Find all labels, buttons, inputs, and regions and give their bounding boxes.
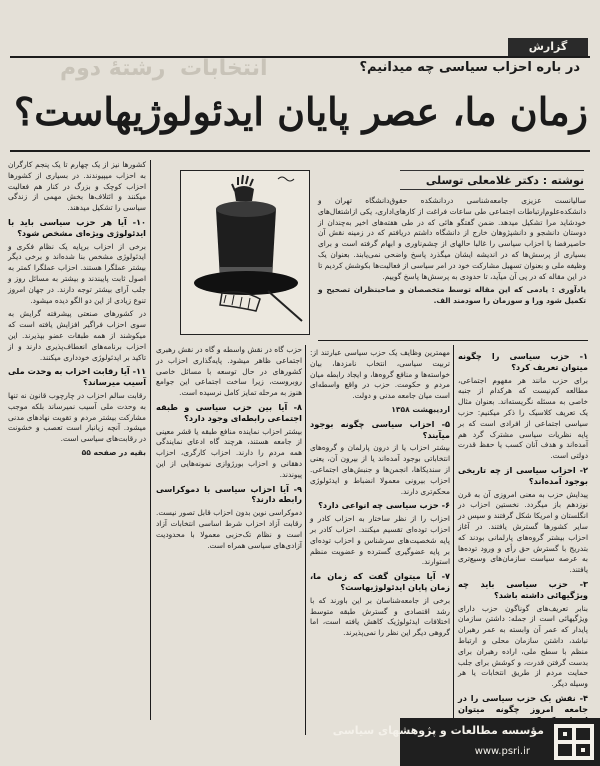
paragraph: برخی از احزاب برپایه یک نظام فکری و ایدئولوژی مشخص بنا شده‌اند و برخی دیگر بیشتر عملگرا هستند. احزاب عملگرا کمتر به اصول ثابت پایبندند و بیشتر به مسائل روز و جلب آرای بیشتر توجه دارند. در جهان امروز تنوع زیادی از این دو الگو دیده میشود. (8, 241, 146, 305)
section-badge: گزارش (508, 38, 588, 56)
subheading-6: ۶- حزب سیاسی چه انواعی دارد؟ (318, 500, 450, 511)
column-mid-right (310, 348, 450, 728)
cartoon-illustration (180, 170, 310, 335)
subheading-9: ۹- آیا احزاب سیاسی با دموکراسی رابطه دارند؟ (156, 483, 302, 505)
subheading-8: ۸- آیا بین حزب سیاسی و طبقه اجتماعی رابطه‌ای وجود دارد؟ (156, 401, 302, 423)
subheading-5: ۵- احزاب سیاسی چگونه بوجود میآیند؟ (310, 418, 450, 440)
ghost-text-1: انتخابات (180, 56, 268, 81)
column-left (8, 160, 146, 760)
intro-note: یادآوری : یادمی که این مقاله توسط متخصصان و صاحبنظران تصحیح و تکمیل شود ورا و سوزمان را سودمند الف. (318, 285, 586, 306)
intro-text: سالیانست عزیزی جامعه‌شناسی دردانشکده حقوق‌دانشگاه تهران و دانشکده‌علوم‌ارتباطات اجتماعی طی ساعات فراغت از کارهای‌اداری، یکی ازاشتغال‌های خودشاید مرا تشکیل میدهد. ضمن گفتگو هائی که در طی هفته‌های اخیر به‌چندان از دوستان دانشجو و دانشپژوهان خارج از دانشگاه داشتم دریافتم که در زمینه نقش آن حاصیرفضا یا احزاب سیاسی را غالبا حالهای از چشم‌ناوری و ابهام گرفته است و برای بسیاری از پرسش‌ها که در اندیشه ایشان میگذرد پاسخ واضحی نمی‌یابند. بعنوان یک وظیفه ملی و بعنوان تسهیل مشارکت خود در امر سیاسی از فعالیت‌ها بکوشش کردیم تا در این مقاله که در پی آن میآید، تا حدودی به پرسش‌ها پاسخ گوییم. (318, 196, 586, 281)
headline: زمان ما، عصر پایان ایدئولوژیهاست؟ (14, 89, 588, 134)
paragraph: حزب گاه در نقش واسطه و گاه در نقش رهبری اجتماعی ظاهر میشود. پایه‌گذاری احزاب در کشورهای در حال توسعه با مسائل خاصی روبروست، زیرا ساخت اجتماعی این جوامع هنوز به مرحله تمایز کامل نرسیده است. (156, 345, 302, 398)
column-right (458, 348, 588, 718)
intro-bottom-rule (318, 340, 588, 341)
top-hat-drawing (182, 171, 309, 333)
institute-name: مؤسسه مطالعات و پژوهشهای سیاسی (332, 724, 544, 737)
subheading-1: ۱- حزب سیاسی را چگونه میتوان تعریف کرد؟ (458, 351, 588, 372)
subheading-7: ۷- آیا میتوان گفت که زمان ما، زمان پایان ایدئولوژیهاست؟ (310, 571, 450, 592)
paragraph: در کشورهای صنعتی پیشرفته گرایش به سوی احزاب فراگیر افزایش یافته است که میکوشند از همه طبقات عضو بپذیرند. این احزاب برنامه‌های انعطاف‌پذیری دارند و از تاکید بر ایدئولوژی خودداری میکنند. (8, 309, 146, 362)
column-mid-left (156, 345, 302, 730)
right-column-rule (453, 345, 454, 735)
institute-footer (332, 718, 600, 766)
subheading-10: ۱۰- آیا هر حزب سیاسی باید با ایدئولوژی ویژه‌ای مشخص شود؟ (8, 216, 146, 238)
byline: نوشته : دکتر غلامعلی توسلی (400, 170, 584, 190)
institute-url: www.psri.ir (474, 746, 530, 757)
paragraph: بیشتر احزاب یا از درون پارلمان و گروه‌های انتخاباتی بوجود آمده‌اند یا از بیرون آن، یعنی از سندیکاها، انجمن‌ها و جنبش‌های اجتماعی. احزاب بیرونی معمولا انضباط و ایدئولوژی محکم‌تری دارند. (310, 443, 450, 496)
paragraph: احزاب را از نظر ساختار به احزاب کادر و احزاب توده‌ای تقسیم میکنند. احزاب کادر بر پایه شخصیت‌های سرشناس و احزاب توده‌ای بر پایه عضوگیری گسترده و عضویت منظم استوارند. (310, 514, 450, 567)
paragraph: بیشتر احزاب نماینده منافع طبقه یا قشر معینی از جامعه هستند، هرچند گاه ادعای نمایندگی همه مردم را دارند. احزاب کارگری، احزاب دهقانی و احزاب بورژوازی نمونه‌هایی از این پیوندند. (156, 426, 302, 479)
paragraph: کشورها نیز از یک چهارم تا یک پنجم کارگران به احزاب میپیوندند. در بسیاری از کشورها احزاب کوچک و بزرگ در کنار هم فعالیت میکنند و ائتلاف‌ها بخش مهمی از زندگی سیاسی را تشکیل میدهند. (8, 160, 146, 213)
paragraph: رقابت سالم احزاب در چارچوب قانون نه تنها به وحدت ملی آسیب نمیرساند بلکه موجب مشارکت بیشتر مردم و تقویت نهادهای مدنی میشود. آنچه زیانبار است تعصب و خشونت در رقابت‌های سیاسی است. (8, 390, 146, 444)
paragraph: مهمترین وظایف یک حزب سیاسی عبارتند از: تربیت سیاسی، انتخاب نامزدها، بیان خواسته‌ها و منافع گروه‌ها، و ایجاد رابطه میان مردم و حکومت. حزب در واقع واسطه‌ای است میان جامعه مدنی و دولت. (310, 348, 450, 401)
intro-block (318, 196, 586, 336)
paragraph: دموکراسی نوین بدون احزاب قابل تصور نیست. رقابت آزاد احزاب شرط اساسی انتخابات آزاد است و نظام تک‌حزبی معمولا با محدودیت آزادی‌های سیاسی همراه است. (156, 508, 302, 550)
paragraph: برخی از جامعه‌شناسان بر این باورند که با رشد اقتصادی و گسترش طبقه متوسط اختلافات ایدئولوژیک کاهش یافته است، اما گروهی دیگر این نظر را نمی‌پذیرند. (310, 595, 450, 638)
paragraph: پیدایش حزب به معنی امروزی آن به قرن نوزدهم باز میگردد. نخستین احزاب در انگلستان و امریکا شکل گرفتند و سپس در سایر کشورها گسترش یافتند. در آغاز احزاب بیشتر گروه‌های پارلمانی بودند که بتدریج با گسترش حق رأی و ورود توده‌ها به عرصه سیاست سازمان‌های وسیع‌تری یافتند. (458, 489, 588, 575)
mid-column-rule (305, 345, 306, 735)
continued-note: بقیه در صفحه ۵۵ (81, 447, 146, 457)
paragraph: بنابر تعریف‌های گوناگون حزب دارای ویژگیهائی است از جمله: داشتن سازمان پایدار که عمر آن وابسته به عمر رهبران نباشد، داشتن سازمان محلی و ارتباط منظم با سطح ملی، اراده رهبران برای بدست گرفتن قدرت، و کوشش برای جلب حمایت مردم از طریق انتخابات یا هر وسیله دیگر. (458, 603, 588, 689)
institute-logo-icon (554, 724, 594, 760)
left-column-rule (150, 160, 151, 720)
subheading-2: ۲- احزاب سیاسی از چه تاریخی بوجود آمده‌اند؟ (458, 464, 588, 486)
date-line: اردیبهشت ۱۳۵۸ (391, 404, 450, 414)
ghost-text-2: رشتهٔ دوم (60, 56, 166, 81)
header-bottom-rule (10, 150, 590, 152)
subheading-3: ۳- حزب سیاسی باید چه ویژگیهائی داشته باشد؟ (458, 578, 588, 600)
subheading-4: ۴- نقش یک حزب سیاسی را در جامعه امروز چگونه میتوان (458, 692, 588, 714)
subheading-11: ۱۱- آیا رقابت احزاب به وحدت ملی آسیب میرساند؟ (8, 366, 146, 388)
kicker: در باره احزاب سیاسی چه میدانیم؟ (359, 60, 580, 75)
paragraph: برای حزب مانند هر مفهوم اجتماعی، مطالعه کم‌نیست که هرکدام از جنبه خاصی به مسئله نگریسته‌اند. بعنوان مثال یک تعریف کلاسیک را ذکر میکنیم: حزب سیاسی اجتماعی از افرادی است که بر پایه نظریات سیاسی مشترک گرد هم آمده‌اند و هدف آنان کسب یا حفظ قدرت دولتی است. (458, 375, 588, 461)
